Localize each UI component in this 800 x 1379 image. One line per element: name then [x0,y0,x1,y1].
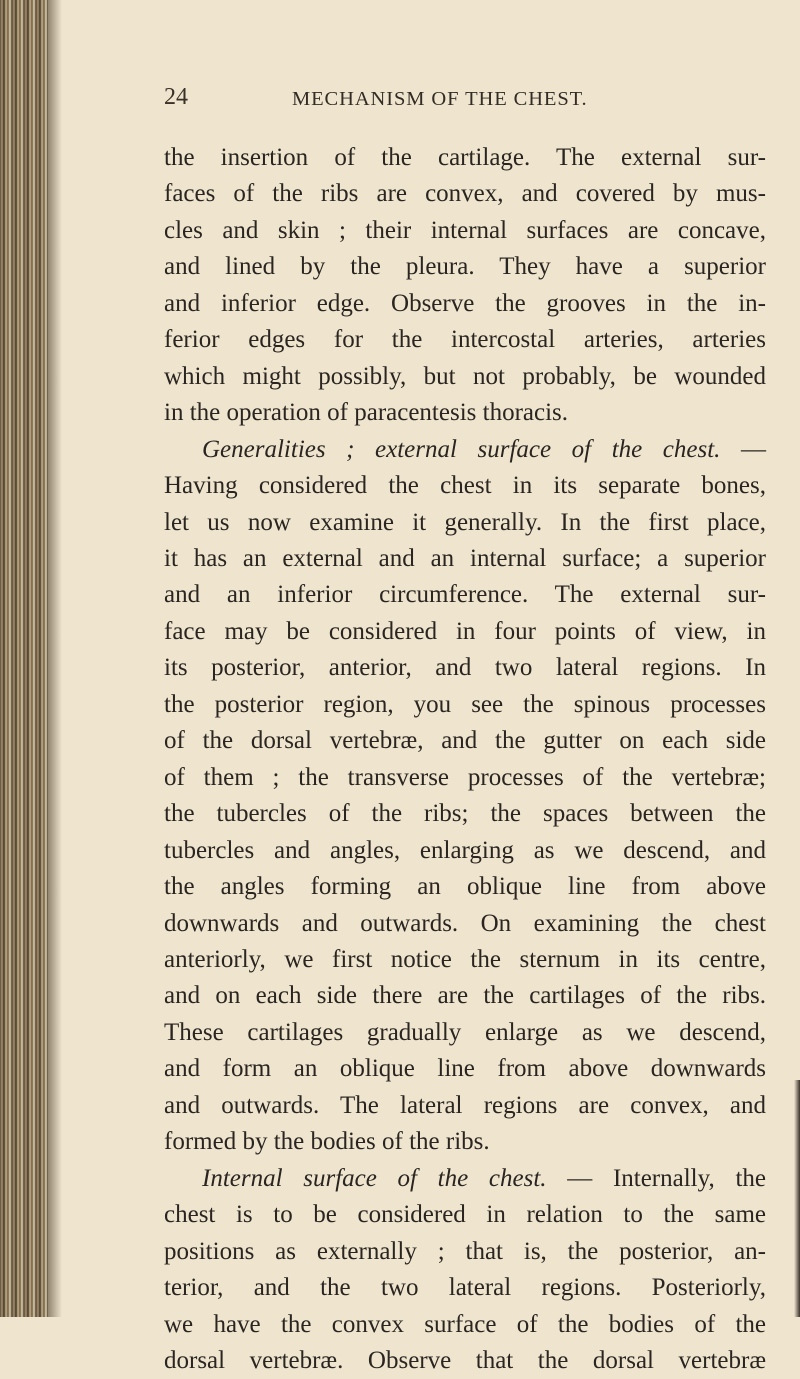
text-line: its posterior, anterior, and two lateral regions. In [164,654,766,682]
text-line: the posterior region, you see the spinous processes [164,690,766,718]
text-line: we have the convex surface of the bodies of the [164,1310,766,1338]
text-line: let us now examine it generally. In the first place, [164,508,766,536]
text-line: of them ; the transverse processes of the vertebræ; [164,763,766,791]
text-line: and form an oblique line from above downwards [164,1055,766,1083]
section-heading-line [164,1161,766,1197]
text-line: terior, and the two lateral regions. Posteriorly, [164,1274,766,1302]
section-heading-rest: — [720,435,766,463]
text-line: it has an external and an internal surface; a superior [164,544,766,572]
text-line: the angles forming an oblique line from above [164,873,766,901]
book-binding [0,0,48,1317]
section-heading-line [164,432,766,468]
text-line: in the operation of paracentesis thoracis. [164,399,569,427]
text-line: formed by the bodies of the ribs. [164,1128,490,1156]
text-line: downwards and outwards. On examining the chest [164,909,766,937]
running-head [164,84,766,118]
text-line: and lined by the pleura. They have a superior [164,253,766,281]
running-title: MECHANISM OF THE CHEST. [292,88,588,110]
text-line: the tubercles of the ribs; the spaces between the [164,800,766,828]
text-line: tubercles and angles, enlarging as we descend, and [164,836,766,864]
page-number: 24 [164,84,188,110]
text-line: and on each side there are the cartilages of the ribs. [164,982,766,1010]
text-line: dorsal vertebræ. Observe that the dorsal vertebræ [164,1346,766,1374]
text-line: anteriorly, we first notice the sternum in its centre, [164,945,766,973]
text-line: ferior edges for the intercostal arteries, arteries [164,326,766,354]
section-heading: Generalities ; external surface of the chest. [202,435,721,463]
text-line: chest is to be considered in relation to the same [164,1201,766,1229]
page-edge-shadow [794,1080,800,1317]
section-heading-rest: — Internally, the [546,1164,766,1192]
text-line: face may be considered in four points of view, in [164,617,766,645]
text-line: of the dorsal vertebræ, and the gutter on each side [164,727,766,755]
text-line: and outwards. The lateral regions are convex, and [164,1091,766,1119]
text-line: These cartilages gradually enlarge as we descend, [164,1018,766,1046]
text-line: Having considered the chest in its separate bones, [164,472,766,500]
text-line: cles and skin ; their internal surfaces are concave, [164,216,766,244]
text-line: faces of the ribs are convex, and covered by mus- [164,180,766,208]
text-line: the insertion of the cartilage. The external sur- [164,144,766,171]
text-line: and inferior edge. Observe the grooves in the in- [164,289,766,317]
text-line: and an inferior circumference. The external sur- [164,581,766,609]
binding-shadow [48,0,62,1317]
text-line: positions as externally ; that is, the posterior, an- [164,1237,766,1265]
body-text [164,140,766,1379]
text-line: which might possibly, but not probably, be wounded [164,362,766,390]
section-heading: Internal surface of the chest. [202,1164,547,1192]
